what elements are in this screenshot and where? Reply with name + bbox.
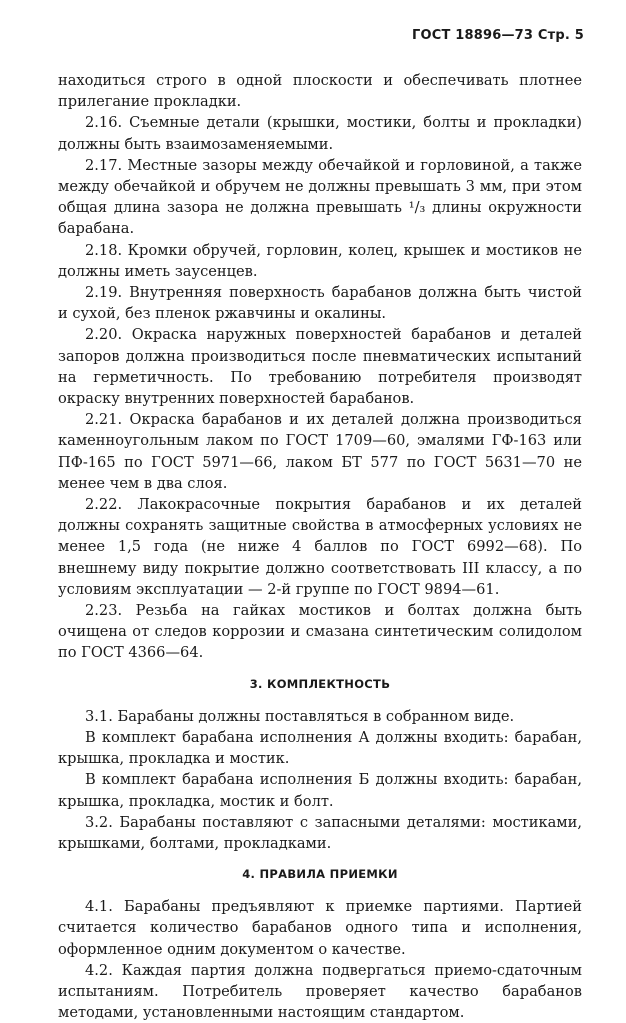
section-heading-acceptance-rules: 4. ПРАВИЛА ПРИЕМКИ — [242, 867, 398, 882]
paragraph-2-19: 2.19. Внутренняя поверхность барабанов должна быть чистой и сухой, без пленок ржавчины и окалины. — [58, 284, 582, 323]
paragraph-4-1: 4.1. Барабаны предъявляют к приемке партиями. Партией считается количество барабанов одного типа и исполнения, оформленное одним документом о качестве. — [58, 898, 582, 958]
paragraph-2-21: 2.21. Окраска барабанов и их деталей должна производиться каменноугольным лаком по ГОСТ 1709—60, эмалями ГФ-163 или ПФ-165 по ГОСТ 5971—66, лаком БТ 577 по ГОСТ 5631—70 не менее чем в два слоя. — [58, 411, 582, 492]
paragraph-2-18: 2.18. Кромки обручей, горловин, колец, крышек и мостиков не должны иметь заусенцев. — [58, 241, 582, 280]
paragraph-2-16: 2.16. Съемные детали (крышки, мостики, болты и прокладки) должны быть взаимозаменяемыми. — [58, 114, 582, 153]
document-body — [58, 70, 582, 1023]
paragraph-continuation: находиться строго в одной плоскости и обеспечивать плотнее прилегание прокладки. — [58, 72, 582, 111]
paragraph-3-1-variant-b: В комплект барабана исполнения Б должны входить: барабан, крышка, прокладка, мостик и болт. — [58, 771, 582, 810]
paragraph-4-2: 4.2. Каждая партия должна подвергаться приемо-сдаточным испытаниям. Потребитель проверяет качество барабанов методами, установленными настоящим стандартом. — [58, 961, 582, 1022]
paragraph-3-1: 3.1. Барабаны должны поставляться в собранном виде. — [85, 707, 515, 725]
paragraph-2-23: 2.23. Резьба на гайках мостиков и болтах должна быть очищена от следов коррозии и смазана синтетическим солидолом по ГОСТ 4366—64. — [58, 602, 582, 662]
section-heading-completeness: 3. КОМПЛЕКТНОСТЬ — [249, 676, 391, 691]
running-header: ГОСТ 18896—73 Стр. 5 — [411, 28, 584, 43]
paragraph-3-1-variant-a: В комплект барабана исполнения А должны входить: барабан, крышка, прокладка и мостик. — [58, 728, 582, 768]
paragraph-3-2: 3.2. Барабаны поставляют с запасными деталями: мостиками, крышками, болтами, прокладками. — [58, 813, 582, 852]
paragraph-2-20: 2.20. Окраска наружных поверхностей барабанов и деталей запоров должна производиться после пневматических испытаний на герметичность. По требованию потребителя производят окраску внутренних поверхностей барабанов. — [58, 326, 582, 408]
paragraph-2-22: 2.22. Лакокрасочные покрытия барабанов и их деталей должны сохранять защитные свойства в атмосферных условиях не менее 1,5 года (не ниже 4 баллов по ГОСТ 6992—68). По внешнему виду покрытие должно соответствовать III классу, а по условиям эксплуатации — 2-й группе по ГОСТ 9894—61. — [58, 496, 582, 598]
paragraph-2-17: 2.17. Местные зазоры между обечайкой и горловиной, а также между обечайкой и обручем не должны превышать 3 мм, при этом общая длина зазора не должна превышать ¹/₃ длины окружности барабана. — [58, 156, 582, 238]
